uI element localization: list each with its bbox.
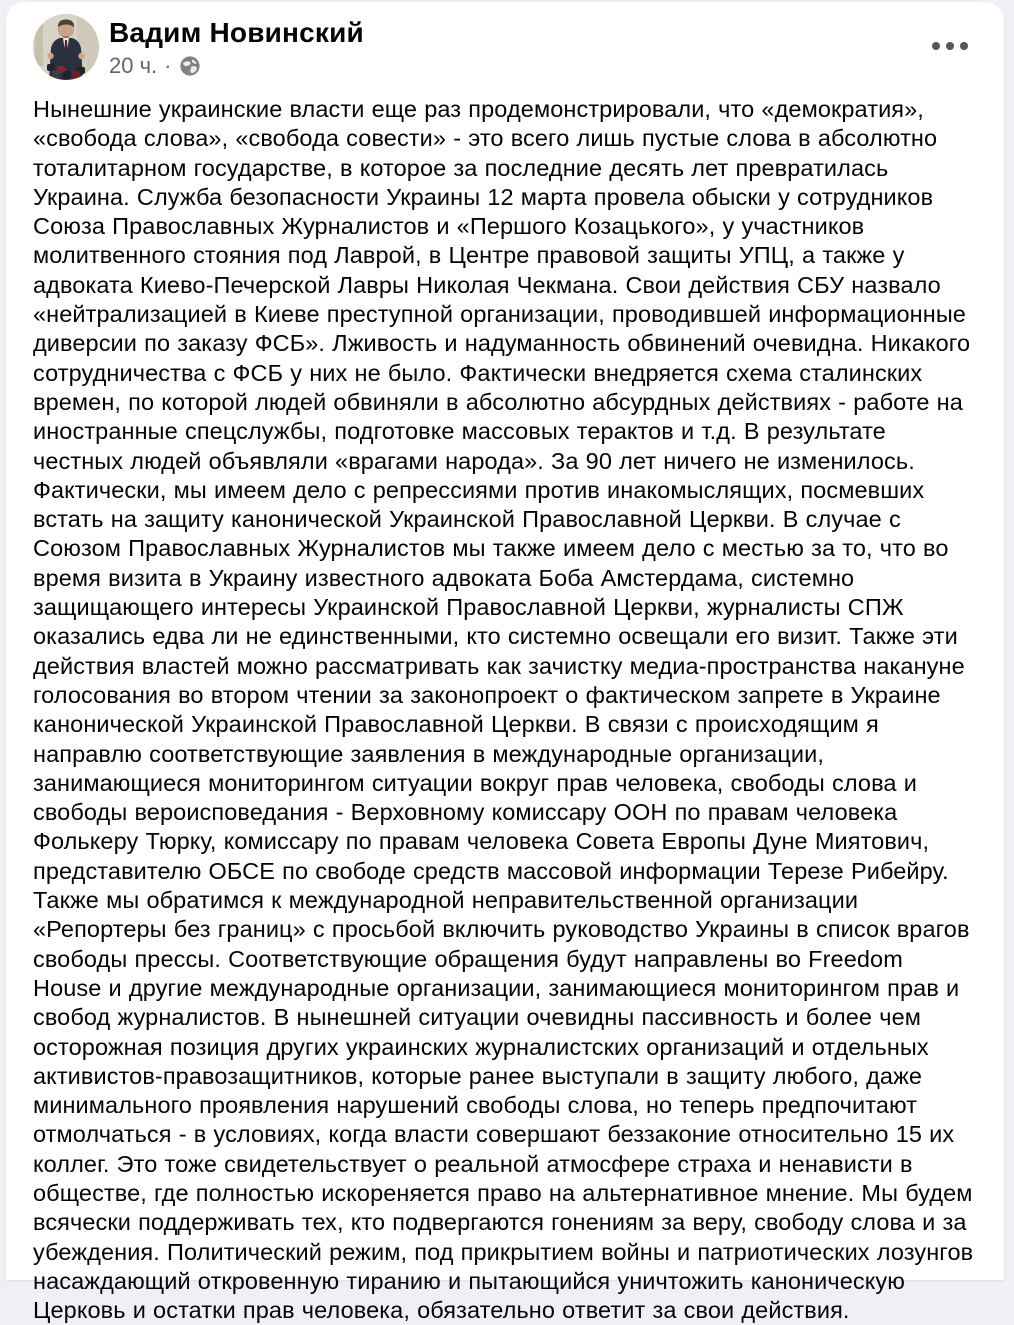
post-meta bbox=[109, 53, 364, 79]
author-name-link[interactable]: Вадим Новинский bbox=[109, 17, 364, 48]
avatar[interactable] bbox=[33, 14, 99, 80]
meta-separator: · bbox=[164, 53, 172, 78]
more-options-icon bbox=[932, 42, 968, 50]
avatar-photo bbox=[33, 14, 99, 80]
post-header-text bbox=[109, 14, 364, 79]
facebook-post-card bbox=[6, 2, 1004, 1324]
timestamp-link[interactable]: 20 ч. bbox=[109, 53, 158, 78]
post-body-text: Нынешние украинские власти еще раз продемонстрировали, что «демократия», «свобода слова», «свобода совести» - это всего лишь пустые слова в абсолютно тоталитарном государстве, в которое за последние десять лет превратилась Украина. Служба безопасности Украины 12 марта провела обыски у сотрудников Союза Православных Журналистов и «Першого Козацького», у участников молитвенного стояния под Лаврой, в Центре правовой защиты УПЦ, а также у адвоката Киево-Печерской Лавры Николая Чекмана. Свои действия СБУ назвало «нейтрализацией в Киеве преступной организации, проводившей информационные диверсии по заказу ФСБ». Лживость и надуманность обвинений очевидна. Никакого сотрудничества с ФСБ у них не было. Фактически внедряется схема сталинских времен, по которой людей обвиняли в абсолютно абсурдных действиях - работе на иностранные спецслужбы, подготовке массовых терактов и т.д. В результате честных людей объявляли «врагами народа». За 90 лет ничего не изменилось. Фактически, мы имеем дело с репрессиями против инакомыслящих, посмевших встать на защиту канонической Украинской Православной Церкви. В случае с Союзом Православных Журналистов мы также имеем дело с местью за то, что во время визита в Украину известного адвоката Боба Амстердама, системно защищающего интересы Украинской Православной Церкви, журналисты СПЖ оказались едва ли не единственными, кто системно освещали его визит. Также эти действия властей можно рассматривать как зачистку медиа-пространства накануне голосования во втором чтении за законопроект о фактическом запрете в Украине канонической Украинской Православной Церкви. В связи с происходящим я направлю соответствующие заявления в международные организации, занимающиеся мониторингом ситуации вокруг прав человека, свободы слова и свободы вероисповедания - Верховному комиссару ООН по правам человека Фолькеру Тюрку, комиссару по правам человека Совета Европы Дуне Миятович, представителю ОБСЕ по свободе средств массовой информации Терезе Рибейру. Также мы обратимся к международной неправительственной организации «Репортеры без границ» с просьбой включить руководство Украины в список врагов свободы прессы. Соответствующие обращения будут направлены во Freedom House и другие международные организации, занимающиеся мониторингом прав и свобод журналистов. В нынешней ситуации очевидны пассивность и более чем осторожная позиция других украинских журналистских организаций и отдельных активистов-правозащитников, которые ранее выступали в защиту любого, даже минимального проявления нарушений свободы слова, но теперь предпочитают отмолчаться - в условиях, когда власти совершают беззаконие относительно 15 их коллег. Это тоже свидетельствует о реальной атмосфере страха и ненависти в обществе, где полностью искореняется право на альтернативное мнение. Мы будем всячески поддерживать тех, кто подвергаются гонениям за веру, свободу слова и за убеждения. Политический режим, под прикрытием войны и патриотических лозунгов насаждающий откровенную тиранию и пытающийся уничтожить каноническую Церковь и остатки прав человека, обязательно ответит за свои действия. bbox=[33, 96, 981, 1324]
more-options-button[interactable] bbox=[928, 26, 972, 66]
post-header bbox=[6, 2, 1004, 80]
globe-icon bbox=[179, 55, 201, 77]
